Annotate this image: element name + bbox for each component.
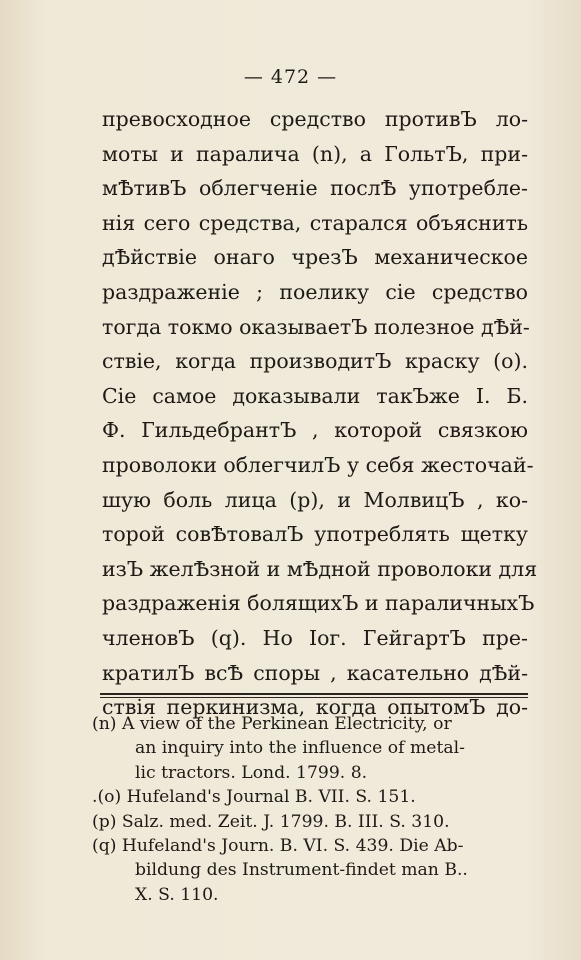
footnote-rule xyxy=(100,693,528,695)
footnote-rule-thin xyxy=(100,697,528,698)
body-line: ствія перкинизма, когда опытомЪ до- xyxy=(102,695,528,720)
body-line: ствіе, когда производитЪ краску (o). xyxy=(102,349,528,374)
body-line: Ф. ГильдебрантЪ , которой связкою xyxy=(102,418,528,443)
body-line: раздраженія болящихЪ и параличныхЪ xyxy=(102,591,535,616)
body-line: нія сего средства, старался объяснить xyxy=(102,210,528,235)
body-line: мѢтивЪ облегченіе послѢ употребле- xyxy=(102,176,528,201)
footnote-line: an inquiry into the influence of metal- xyxy=(135,738,465,759)
footnote-line: (q) Hufeland's Journ. B. VI. S. 439. Die Ab- xyxy=(92,836,464,857)
body-line: превосходное средство противЪ ло- xyxy=(102,107,528,131)
footnote-line: X. S. 110. xyxy=(135,884,219,905)
body-line: Сіе самое доказывали такЪже І. Б. xyxy=(102,383,528,408)
footnote-line: lic tractors. Lond. 1799. 8. xyxy=(135,762,368,783)
page-number: — 472 — xyxy=(243,66,338,88)
body-line: шую боль лица (p), и МолвицЪ , ко- xyxy=(102,487,528,512)
body-text xyxy=(102,102,538,725)
footnote-line: (n) A view of the Perkinean Electricity, or xyxy=(92,714,452,734)
footnote-line: (p) Salz. med. Zeit. J. 1799. B. III. S. 310. xyxy=(92,811,450,832)
body-line: членовЪ (q). Но Іог. ГейгартЪ пре- xyxy=(102,625,528,650)
body-line: проволоки облегчилЪ у себя жесточай- xyxy=(102,452,534,477)
body-line: моты и паралича (n), а ГольтЪ, при- xyxy=(102,141,528,166)
body-line: тогда токмо оказываетЪ полезное дѢй- xyxy=(102,314,530,339)
footnotes xyxy=(92,712,532,907)
body-line: кратилЪ всѢ споры , касательно дѢй- xyxy=(102,660,528,685)
body-line: торой совѢтовалЪ употреблять щетку xyxy=(102,522,528,547)
body-line: дѢйствіе онаго чрезЪ механическое xyxy=(102,245,528,270)
footnote-line: bildung des Instrument-findet man B.. xyxy=(135,860,468,881)
footnote-line: .(o) Hufeland's Journal B. VII. S. 151. xyxy=(92,787,416,808)
body-line: изЪ желѢзной и мѢдной проволоки для xyxy=(102,556,538,581)
body-line: раздраженіе ; поелику сіе средство xyxy=(102,279,528,304)
